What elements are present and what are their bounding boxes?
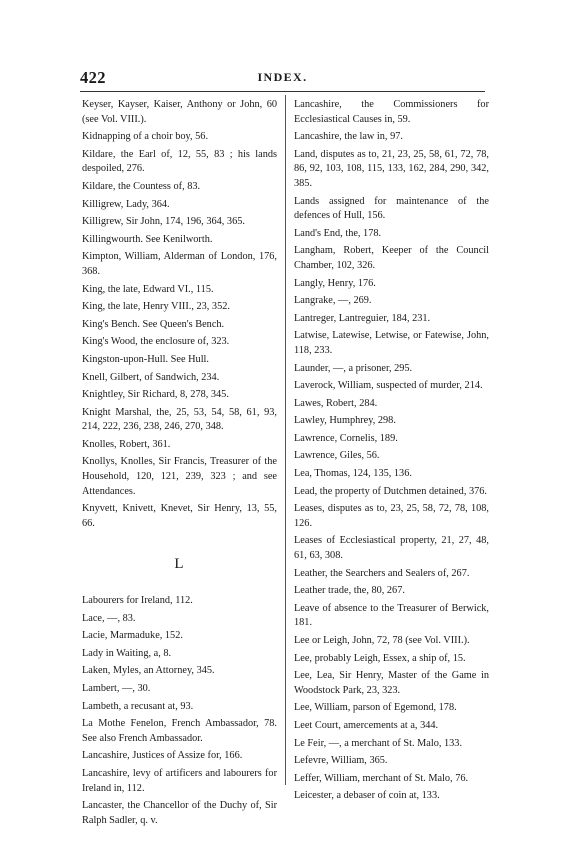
index-entry: Lead, the property of Dutchmen detained, 376. bbox=[294, 485, 488, 497]
index-entry: Lawrence, Giles, 56. bbox=[294, 450, 380, 462]
index-entry: Lefevre, William, 365. bbox=[294, 755, 388, 767]
index-entry: Langham, Robert, Keeper of the Council Chamber, 102, 326. bbox=[294, 245, 489, 271]
index-entry: Laverock, William, suspected of murder, 214. bbox=[294, 380, 483, 392]
index-entry: Knell, Gilbert, of Sandwich, 234. bbox=[82, 371, 220, 383]
index-entry: Knolles, Robert, 361. bbox=[82, 438, 171, 450]
index-entry: Kildare, the Earl of, 12, 55, 83 ; his lands despoiled, 276. bbox=[82, 148, 277, 175]
index-entry: Lantreger, Lantreguier, 184, 231. bbox=[294, 312, 431, 324]
index-entry: Lawley, Humphrey, 298. bbox=[294, 415, 396, 427]
section-letter-heading: L bbox=[174, 556, 185, 573]
index-entry: Killingwourth. See Kenilworth. bbox=[82, 233, 213, 245]
index-entry: Leet Court, amercements at a, 344. bbox=[294, 719, 439, 731]
index-entry: Laken, Myles, an Attorney, 345. bbox=[82, 665, 215, 677]
index-entry: Kidnapping of a choir boy, 56. bbox=[82, 131, 209, 143]
index-entry: Knight Marshal, the, 25, 53, 54, 58, 61, 93, 214, 222, 236, 238, 246, 270, 348. bbox=[82, 406, 277, 433]
index-entry: King, the late, Henry VIII., 23, 352. bbox=[82, 301, 230, 313]
index-entry: Killigrew, Lady, 364. bbox=[82, 198, 170, 210]
index-entry: Lambert, —, 30. bbox=[82, 683, 151, 694]
index-entry: Lands assigned for maintenance of the defences of Hull, 156. bbox=[294, 195, 489, 222]
index-entry: Le Feir, —, a merchant of St. Malo, 133. bbox=[294, 737, 463, 749]
index-entry: Langly, Henry, 176. bbox=[294, 277, 376, 289]
index-entry: Lace, —, 83. bbox=[82, 612, 136, 624]
index-entry: Knightley, Sir Richard, 8, 278, 345. bbox=[82, 389, 229, 401]
index-entry: King's Wood, the enclosure of, 323. bbox=[82, 336, 230, 348]
header-rule bbox=[80, 91, 485, 92]
index-entry: Lancaster, the Chancellor of the Duchy of, Sir Ralph Sadler, q. v. bbox=[82, 800, 277, 826]
index-entry: Leases of Ecclesiastical property, 21, 27, 48, 61, 63, 308. bbox=[294, 535, 489, 562]
index-entry: Latwise, Latewise, Letwise, or Fatewise, John, 118, 233. bbox=[294, 330, 489, 356]
index-entry: Kimpton, William, Alderman of London, 176, 368. bbox=[82, 251, 277, 277]
index-entry: Lady in Waiting, a, 8. bbox=[82, 647, 172, 659]
l-entries-list bbox=[82, 594, 277, 828]
index-entry: Lacie, Marmaduke, 152. bbox=[82, 630, 183, 642]
index-entry: Leather, the Searchers and Sealers of, 267. bbox=[294, 567, 470, 579]
index-entry: Langrake, —, 269. bbox=[294, 295, 372, 307]
page-header bbox=[80, 66, 485, 88]
index-entry: Leather trade, the, 80, 267. bbox=[294, 585, 405, 597]
index-entry: Launder, —, a prisoner, 295. bbox=[294, 362, 413, 374]
column-divider bbox=[285, 95, 286, 785]
index-entry: Leicester, a debaser of coin at, 133. bbox=[294, 790, 440, 802]
index-entry: King's Bench. See Queen's Bench. bbox=[82, 318, 225, 330]
index-entry: Land, disputes as to, 21, 23, 25, 58, 61, 72, 78, 86, 92, 103, 108, 115, 133, 162, 284, 290, 342, 385. bbox=[294, 148, 489, 189]
index-entry: Land's End, the, 178. bbox=[294, 227, 382, 239]
index-entry: Knyvett, Knivett, Knevet, Sir Henry, 13, 55, 66. bbox=[82, 503, 277, 529]
right-entries-list bbox=[294, 98, 489, 804]
index-entry: Keyser, Kayser, Kaiser, Anthony or John, 60 (see Vol. VIII.). bbox=[82, 99, 277, 125]
index-entry: Lancashire, levy of artificers and labourers for Ireland in, 112. bbox=[82, 767, 277, 794]
index-entry: Lee, William, parson of Egemond, 178. bbox=[294, 702, 457, 714]
index-entry: Leave of absence to the Treasurer of Berwick, 181. bbox=[294, 602, 489, 629]
index-entry: Lancashire, Justices of Assize for, 166. bbox=[82, 750, 243, 762]
index-entry: Lancashire, the Commissioners for Ecclesiastical Causes in, 59. bbox=[294, 99, 489, 125]
index-entry: La Mothe Fenelon, French Ambassador, 78. See also French Ambassador. bbox=[82, 718, 277, 744]
k-entries-list bbox=[82, 98, 277, 531]
right-column bbox=[294, 98, 489, 807]
index-entry: Leffer, William, merchant of St. Malo, 76. bbox=[294, 772, 469, 784]
running-title: INDEX. bbox=[257, 70, 308, 84]
index-entry: Lee or Leigh, John, 72, 78 (see Vol. VIII.). bbox=[294, 635, 470, 646]
index-entry: Labourers for Ireland, 112. bbox=[82, 595, 193, 607]
index-entry: Lambeth, a recusant at, 93. bbox=[82, 700, 194, 712]
index-entry: Lee, probably Leigh, Essex, a ship of, 15. bbox=[294, 652, 466, 664]
index-entry: King, the late, Edward VI., 115. bbox=[82, 283, 214, 295]
index-entry: Lancashire, the law in, 97. bbox=[294, 131, 403, 143]
index-entry: Knollys, Knolles, Sir Francis, Treasurer of the Household, 120, 121, 239, 323 ; and see Attendances. bbox=[82, 456, 277, 497]
index-entry: Kingston-upon-Hull. See Hull. bbox=[82, 353, 209, 365]
index-entry: Lea, Thomas, 124, 135, 136. bbox=[294, 468, 412, 480]
index-entry: Leases, disputes as to, 23, 25, 58, 72, 78, 108, 126. bbox=[294, 503, 489, 529]
index-entry: Lee, Lea, Sir Henry, Master of the Game in Woodstock Park, 23, 323. bbox=[294, 670, 489, 696]
index-entry: Lawrence, Cornelis, 189. bbox=[294, 432, 398, 444]
left-column bbox=[82, 98, 277, 831]
index-entry: Lawes, Robert, 284. bbox=[294, 397, 378, 409]
page-number: 422 bbox=[80, 68, 106, 87]
index-entry: Killigrew, Sir John, 174, 196, 364, 365. bbox=[82, 216, 245, 228]
index-entry: Kildare, the Countess of, 83. bbox=[82, 180, 201, 192]
